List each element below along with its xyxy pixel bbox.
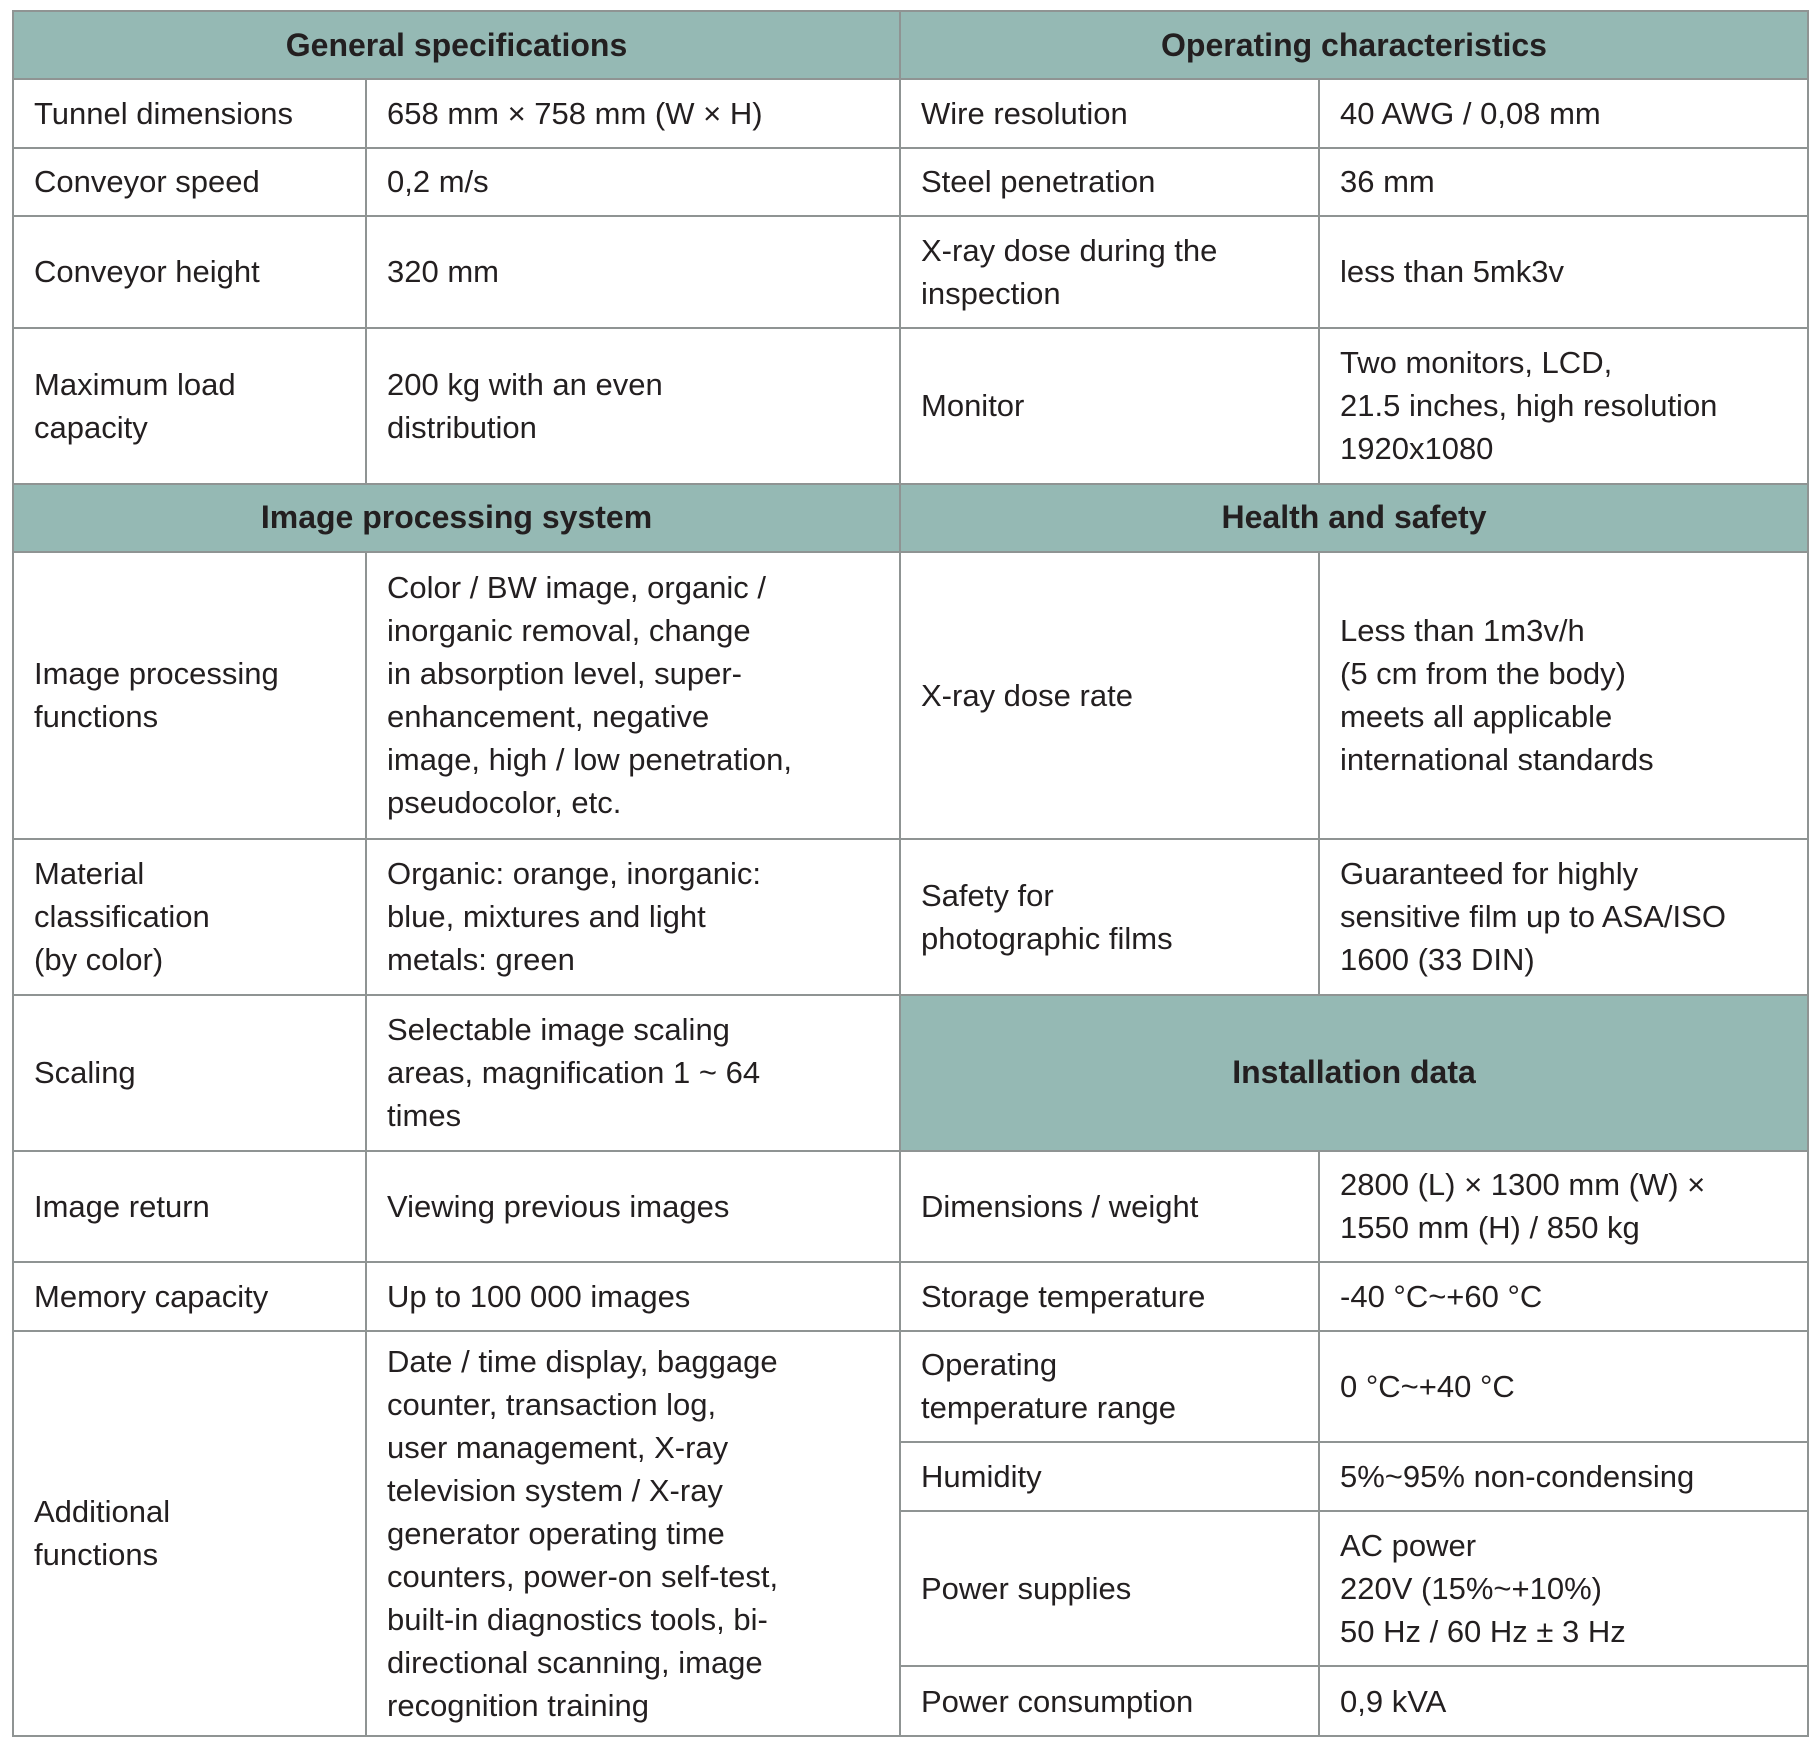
spec-value: 0,9 kVA	[1319, 1666, 1808, 1736]
spec-label: Tunnel dimensions	[13, 79, 366, 147]
spec-value: Color / BW image, organic / inorganic removal, change in absorption level, super- enhancement, negative image, high / low penetration, pseudocolor, etc.	[366, 552, 900, 839]
spec-label: Storage temperature	[900, 1262, 1319, 1330]
section-header-health-safety: Health and safety	[900, 484, 1808, 552]
spec-label: Maximum load capacity	[13, 328, 366, 484]
spec-value: Viewing previous images	[366, 1151, 900, 1263]
section-header-image-processing: Image processing system	[13, 484, 900, 552]
spec-label: Safety for photographic films	[900, 839, 1319, 995]
section-header-installation: Installation data	[900, 995, 1808, 1151]
specifications-table	[12, 10, 1809, 1737]
spec-value: Guaranteed for highly sensitive film up to ASA/ISO 1600 (33 DIN)	[1319, 839, 1808, 995]
spec-label: Image processing functions	[13, 552, 366, 839]
spec-label: Material classification (by color)	[13, 839, 366, 995]
spec-value: -40 °C~+60 °C	[1319, 1262, 1808, 1330]
spec-label: Power supplies	[900, 1511, 1319, 1667]
spec-value: 2800 (L) × 1300 mm (W) × 1550 mm (H) / 850 kg	[1319, 1151, 1808, 1263]
spec-label: Steel penetration	[900, 148, 1319, 216]
spec-value: Organic: orange, inorganic: blue, mixtures and light metals: green	[366, 839, 900, 995]
spec-label: Conveyor speed	[13, 148, 366, 216]
section-header-general: General specifications	[13, 11, 900, 79]
spec-value: 200 kg with an even distribution	[366, 328, 900, 484]
spec-label: Conveyor height	[13, 216, 366, 328]
spec-label: X-ray dose rate	[900, 552, 1319, 839]
spec-label: Scaling	[13, 995, 366, 1151]
spec-label: Operating temperature range	[900, 1331, 1319, 1443]
spec-value: AC power 220V (15%~+10%) 50 Hz / 60 Hz ± 3 Hz	[1319, 1511, 1808, 1667]
spec-label: Humidity	[900, 1442, 1319, 1510]
spec-value: 658 mm × 758 mm (W × H)	[366, 79, 900, 147]
spec-label: X-ray dose during the inspection	[900, 216, 1319, 328]
spec-value: 0,2 m/s	[366, 148, 900, 216]
spec-value: Less than 1m3v/h (5 cm from the body) meets all applicable international standards	[1319, 552, 1808, 839]
spec-label: Image return	[13, 1151, 366, 1263]
spec-label: Wire resolution	[900, 79, 1319, 147]
spec-value: Two monitors, LCD, 21.5 inches, high resolution 1920x1080	[1319, 328, 1808, 484]
spec-label: Power consumption	[900, 1666, 1319, 1736]
spec-value: 40 AWG / 0,08 mm	[1319, 79, 1808, 147]
spec-label: Monitor	[900, 328, 1319, 484]
spec-label: Memory capacity	[13, 1262, 366, 1330]
section-header-operating: Operating characteristics	[900, 11, 1808, 79]
spec-value: Selectable image scaling areas, magnification 1 ~ 64 times	[366, 995, 900, 1151]
spec-label: Additional functions	[13, 1331, 366, 1736]
spec-value: Up to 100 000 images	[366, 1262, 900, 1330]
spec-value: 5%~95% non-condensing	[1319, 1442, 1808, 1510]
spec-value: 320 mm	[366, 216, 900, 328]
spec-label: Dimensions / weight	[900, 1151, 1319, 1263]
spec-value: 36 mm	[1319, 148, 1808, 216]
spec-value: less than 5mk3v	[1319, 216, 1808, 328]
spec-value: 0 °C~+40 °C	[1319, 1331, 1808, 1443]
spec-value: Date / time display, baggage counter, transaction log, user management, X-ray television system / X-ray generator operating time counters, power-on self-test, built-in diagnostics tools, bi- directional scanning, image recognition training	[366, 1331, 900, 1736]
